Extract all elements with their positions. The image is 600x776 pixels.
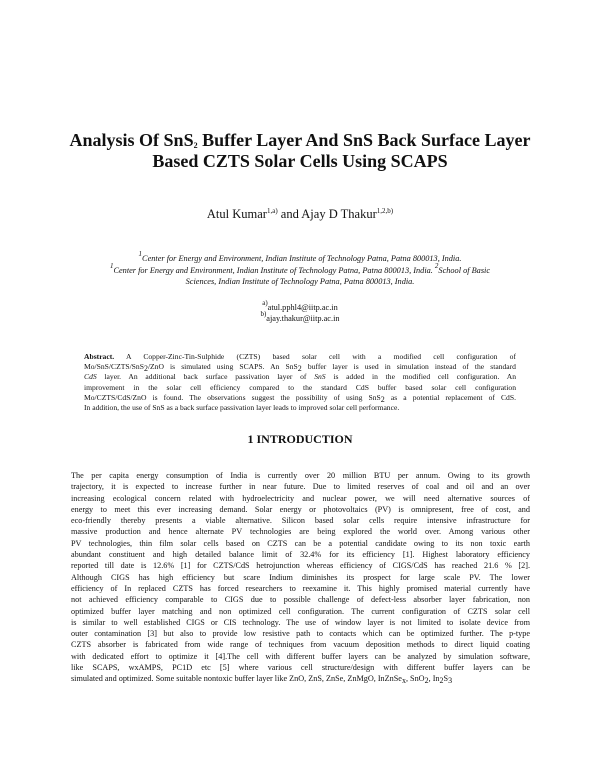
body-text (71, 470, 530, 685)
body-line (71, 673, 530, 684)
abstract-text: layer. An additional back surface passivation layer of (96, 372, 315, 382)
affiliation-line-3: Sciences, Indian Institute of Technology Patna, Patna 800013, India. (185, 277, 415, 286)
section-heading: 1 INTRODUCTION (247, 432, 353, 446)
abstract-text: as a potential replacement of CdS. (384, 392, 516, 402)
abstract-text: A Copper-Zinc-Tin-Sulphide (CZTS) based solar cell with a modified cell configuration of (114, 352, 516, 361)
body-text-run: S (443, 674, 449, 684)
affiliation-line-2 (40, 261, 560, 277)
body-line: PV technologies, thin film solar cells based on CZTS can be a potential candidate owing to its non toxic earth (71, 538, 530, 548)
email-marker: b) (260, 310, 267, 318)
body-line: massive production and hence alternate PV technologies are being explored the world over. Among various other (71, 527, 530, 537)
body-line: is similar to well established CIGS or CIS technology. The use of window layer is not limited to isolate device from (71, 617, 530, 627)
abstract-line: improvement in the solar cell efficiency compared to the standard CdS buffer based solar cell configuration (84, 382, 516, 392)
body-line: with dedicated effort to optimize it [4].The cell with different buffer layers can be analyzed by simulation software, (71, 651, 530, 661)
abstract-line (84, 393, 516, 403)
abstract-text: Mo/SnS/CZTS/SnS (84, 362, 144, 372)
abstract-text: /ZnO is simulated using SCAPS. An SnS (147, 362, 298, 372)
email-b (0, 310, 600, 324)
body-text-run: , In (428, 674, 440, 684)
body-text-run: , SnO (405, 674, 425, 684)
title-text-b: Buffer Layer And SnS Back Surface Layer (197, 130, 531, 150)
body-line: efficiency of In replaced CZTS has forced researchers to reexamine it. This highly promised material currently have (71, 583, 530, 593)
abstract-subscript: 2 (380, 394, 385, 404)
abstract-text: buffer layer is used in simulation instead of the standard (301, 362, 516, 372)
body-line: CZTS absorber is fabricated from wide range of techniques from vacuum deposition methods to direct liquid coating (71, 640, 530, 650)
body-line: reported till date is 12.6% [1] for CZTS/CdS hetrojunction whereas efficiency of CIGS/CdS has reached 21.6 % [2]. (71, 561, 530, 571)
email-marker: a) (262, 299, 268, 307)
title-text-a: Analysis Of SnS (69, 130, 194, 150)
author-conj: and (277, 207, 302, 221)
body-line: outer contamination [3] but also to provide low resistive path to contacts which can be optimized further. The p-type (71, 629, 530, 639)
abstract-line: In addition, the use of SnS as a back surface passivation layer leads to improved solar cell performance. (84, 403, 400, 413)
abstract-line (84, 362, 516, 372)
body-line: abundant constituent and high detailed balance limit of 32.4% for its efficiency [1]. Highest laboratory efficiency (71, 550, 530, 560)
email-text: ajay.thakur@iitp.ac.in (266, 314, 340, 323)
title-subscript: 2 (193, 141, 198, 150)
abstract-line (84, 352, 516, 362)
affil-text: Center for Energy and Environment, Indian Institute of Technology Patna, Patna 800013, India. (113, 265, 435, 275)
affil-marker: 2 (434, 261, 439, 270)
author-emails (0, 299, 600, 324)
author-2-affil: 1,2,b) (376, 207, 394, 215)
abstract-subscript: 2 (143, 364, 148, 373)
body-line: increasing ecological concern related with hydroelectricity and nuclear power, we will need alternative sources of (71, 493, 530, 503)
body-line: eco-friendly thereby presents a viable alternative. Silicon based solar cells require intensive infrastructure for (71, 516, 530, 526)
abstract-text: Mo/CZTS/CdS/ZnO is found. The observations suggest the possibility of using SnS (84, 392, 381, 402)
body-line: The per capita energy consumption of India is currently over 20 million BTU per annum. Owing to its growth (71, 471, 530, 480)
body-subscript: 2 (424, 676, 429, 685)
body-line: optimized buffer layer matching and non optimized cell configuration. The current configuration of CZTS solar cell (71, 606, 530, 616)
author-2: Ajay D Thakur (301, 207, 377, 221)
body-line: energy to meet this ever increasing demand. Solar energy or photovoltaics (PV) is omnipresent, free of cost, and (71, 504, 530, 514)
abstract-text: is added in the modified cell configuration. An (325, 372, 516, 382)
email-text: atul.pphl4@iitp.ac.in (267, 303, 338, 312)
body-line: not achieved efficiency comparable to CIGS due to possible challenge of defect-less absorber layer fabrication, non (71, 595, 530, 605)
abstract-line (84, 372, 516, 382)
title-line-1 (40, 130, 560, 151)
author-1: Atul Kumar (206, 207, 267, 221)
body-subscript: 2 (439, 676, 444, 685)
affil-marker: 1 (138, 250, 143, 258)
affil-marker: 1 (109, 261, 114, 270)
abstract-label: Abstract. (84, 352, 115, 361)
body-subscript: x (401, 676, 406, 685)
affiliation-line-1 (40, 250, 560, 265)
body-subscript: 3 (448, 676, 453, 685)
author-1-affil: 1,a) (266, 207, 278, 215)
abstract-subscript: 2 (297, 364, 302, 373)
body-line: like SCAPS, wxAMPS, PC1D etc [5] where various cell structure/design with different buffer layers can be (71, 663, 530, 673)
affil-text: School of Basic (438, 265, 491, 275)
author-list (0, 207, 600, 221)
affil-text: Center for Energy and Environment, Indian Institute of Technology Patna, Patna 800013, India. (142, 254, 462, 263)
paper-title (40, 130, 560, 172)
body-line: trajectory, it is expected to increase further in near future. Due to limited reserves of coal and oil and an over (71, 482, 530, 492)
abstract-italic: CdS (84, 372, 97, 382)
abstract (84, 352, 516, 413)
email-a (0, 299, 600, 313)
title-line-2: Based CZTS Solar Cells Using SCAPS (152, 151, 448, 171)
affiliations (40, 250, 560, 288)
body-line: Although CIGS has high efficiency but scare Indium diminishes its prospect for large scale PV. The lower (71, 572, 530, 582)
abstract-italic: SnS (314, 372, 326, 382)
body-text-run: simulated and optimized. Some suitable nontoxic buffer layer like ZnO, ZnS, ZnSe, ZnMgO, InZnSe (71, 674, 402, 684)
